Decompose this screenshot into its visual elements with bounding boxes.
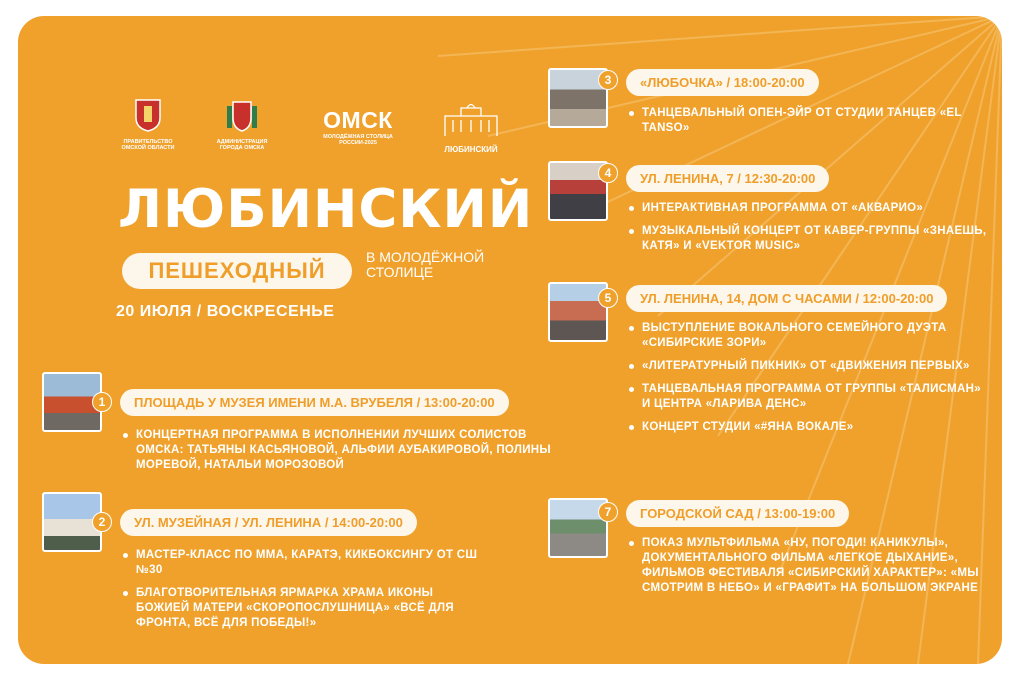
lubinsky-logo <box>436 100 506 154</box>
page-title: ЛЮБИНСКИЙ <box>118 179 534 240</box>
event-date: 20 ИЮЛЯ / ВОСКРЕСЕНЬЕ <box>116 303 335 320</box>
event-place: УЛ. ЛЕНИНА, 7 / 12:30-20:00 <box>626 165 829 192</box>
event-item: МАСТЕР-КЛАСС ПО ММА, КАРАТЭ, КИКБОКСИНГУ ОТ СШ №30 <box>122 548 482 578</box>
event-item: ТАНЦЕВАЛЬНАЯ ПРОГРАММА ОТ ГРУППЫ «ТАЛИСМАН» И ЦЕНТРА «ЛАРИВА ДЕНС» <box>628 382 988 412</box>
omsk-city-logo <box>212 98 272 151</box>
event-items <box>628 201 998 262</box>
city-emblem-icon <box>225 98 259 132</box>
omsk-sub-caption: МОЛОДЁЖНАЯ СТОЛИЦА РОССИИ-2025 <box>323 134 393 146</box>
event-items <box>628 106 998 144</box>
youth-line-1: В МОЛОДЁЖНОЙ <box>366 249 485 265</box>
event-item: КОНЦЕРТНАЯ ПРОГРАММА В ИСПОЛНЕНИИ ЛУЧШИХ СОЛИСТОВ ОМСКА: ТАТЬЯНЫ КАСЬЯНОВОЙ, АЛЬФИИ АУБАКИРОВОЙ, ПОЛИНЫ МОРЕВОЙ, НАТАЛЬИ МОРОЗОВОЙ <box>122 428 562 473</box>
event-items <box>122 548 482 639</box>
omsk-region-logo <box>118 98 178 151</box>
event-number: 5 <box>598 288 618 308</box>
coat-of-arms-icon <box>134 98 162 132</box>
partner-logos <box>118 98 538 168</box>
event-items <box>122 428 562 481</box>
subtitle-pill: ПЕШЕХОДНЫЙ <box>122 253 352 289</box>
event-items <box>628 321 988 443</box>
gov-caption: ПРАВИТЕЛЬСТВО ОМСКОЙ ОБЛАСТИ <box>121 139 175 151</box>
lubinsky-caption: ЛЮБИНСКИЙ <box>444 145 498 154</box>
event-place: УЛ. ЛЕНИНА, 14, ДОМ С ЧАСАМИ / 12:00-20:00 <box>626 285 947 312</box>
event-item: ПОКАЗ МУЛЬТФИЛЬМА «НУ, ПОГОДИ! КАНИКУЛЫ», ДОКУМЕНТАЛЬНОГО ФИЛЬМА «ЛЕГКОЕ ДЫХАНИЕ», ФИЛЬМОВ ФЕСТИВАЛЯ «СИБИРСКИЙ ХАРАКТЕР»: «МЫ СМОТРИМ В НЕБО» И «ГРАФИТ» НА БОЛЬШОМ ЭКРАНЕ <box>628 536 998 596</box>
youth-line-2: СТОЛИЦЕ <box>366 264 434 280</box>
youth-capital-text <box>366 250 484 280</box>
event-number: 3 <box>598 70 618 90</box>
event-number: 2 <box>92 512 112 532</box>
event-item: «ЛИТЕРАТУРНЫЙ ПИКНИК» ОТ «ДВИЖЕНИЯ ПЕРВЫХ» <box>628 359 988 374</box>
admin-caption: АДМИНИСТРАЦИЯ ГОРОДА ОМСКА <box>216 139 268 151</box>
building-icon <box>441 100 501 138</box>
event-place: ГОРОДСКОЙ САД / 13:00-19:00 <box>626 500 849 527</box>
event-item: ИНТЕРАКТИВНАЯ ПРОГРАММА ОТ «АКВАРИО» <box>628 201 998 216</box>
event-items <box>628 536 998 604</box>
event-item: ВЫСТУПЛЕНИЕ ВОКАЛЬНОГО СЕМЕЙНОГО ДУЭТА «СИБИРСКИЕ ЗОРИ» <box>628 321 988 351</box>
event-place: «ЛЮБОЧКА» / 18:00-20:00 <box>626 69 819 96</box>
event-item: МУЗЫКАЛЬНЫЙ КОНЦЕРТ ОТ КАВЕР-ГРУППЫ «ЗНАЕШЬ, КАТЯ» И «VEKTOR MUSIC» <box>628 224 998 254</box>
event-item: БЛАГОТВОРИТЕЛЬНАЯ ЯРМАРКА ХРАМА ИКОНЫ БОЖИЕЙ МАТЕРИ «СКОРОПОСЛУШНИЦА» «ВСЁ ДЛЯ ФРОНТА, ВСЁ ДЛЯ ПОБЕДЫ!» <box>122 586 482 631</box>
event-number: 1 <box>92 392 112 412</box>
event-item: ТАНЦЕВАЛЬНЫЙ ОПЕН-ЭЙР ОТ СТУДИИ ТАНЦЕВ «EL TANSO» <box>628 106 998 136</box>
event-place: ПЛОЩАДЬ У МУЗЕЯ ИМЕНИ М.А. ВРУБЕЛЯ / 13:00-20:00 <box>120 389 509 416</box>
omsk-wordmark: ОМСК <box>323 107 393 133</box>
event-poster <box>18 16 1002 664</box>
event-number: 4 <box>598 163 618 183</box>
event-number: 7 <box>598 502 618 522</box>
event-place: УЛ. МУЗЕЙНАЯ / УЛ. ЛЕНИНА / 14:00-20:00 <box>120 509 417 536</box>
event-item: КОНЦЕРТ СТУДИИ «#ЯНА ВОКАЛЕ» <box>628 420 988 435</box>
omsk-youth-logo <box>314 108 402 146</box>
